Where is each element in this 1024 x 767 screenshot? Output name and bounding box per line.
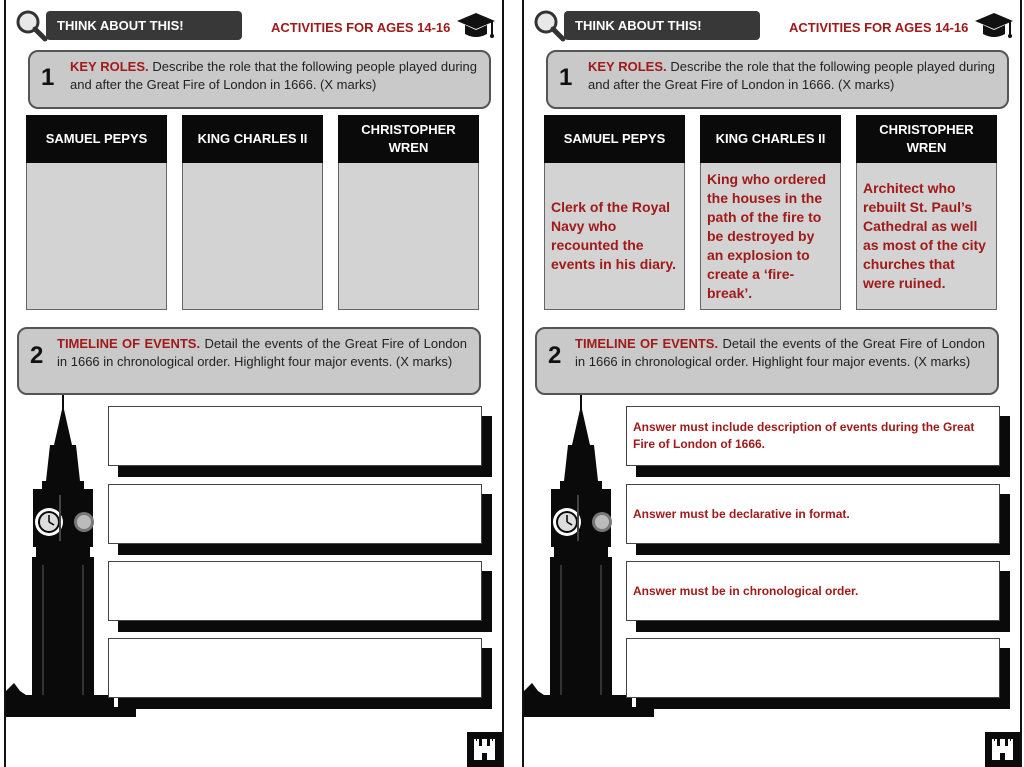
question-1-text [70, 58, 477, 94]
role-header: CHRISTOPHER WREN [338, 115, 479, 163]
question-1-number: 1 [559, 64, 573, 91]
question-1-text [588, 58, 995, 94]
graduation-cap-icon [974, 9, 1014, 43]
timeline-answer-box[interactable] [108, 638, 482, 698]
role-column-wren [856, 115, 997, 310]
question-1-instructions: Describe the role that the following people played during and after the Great Fire of London in 1666. (X marks) [70, 59, 477, 92]
magnifier-icon [14, 8, 48, 42]
timeline-slot [626, 638, 1010, 710]
timeline-answer-box[interactable] [108, 561, 482, 621]
ages-label: ACTIVITIES FOR AGES 14-16 [789, 20, 969, 35]
timeline-answer-text: Answer must be declarative in format. [626, 484, 1000, 544]
role-column-pepys [544, 115, 685, 310]
question-2-number: 2 [548, 342, 562, 369]
role-header: KING CHARLES II [182, 115, 323, 163]
role-column-pepys [26, 115, 167, 310]
ages-label: ACTIVITIES FOR AGES 14-16 [271, 20, 451, 35]
think-about-this-label: THINK ABOUT THIS! [564, 11, 760, 40]
question-1-title: KEY ROLES. [70, 59, 149, 74]
timeline-answer-text: Answer must be in chronological order. [626, 561, 1000, 621]
timeline-slot [626, 406, 1010, 478]
role-answer-text: Clerk of the Royal Navy who recounted the events in his diary. [544, 163, 685, 310]
castle-badge [467, 732, 502, 767]
timeline-answer-text [626, 638, 1000, 698]
graduation-cap-icon [456, 9, 496, 43]
castle-badge [985, 732, 1020, 767]
timeline-slot [108, 484, 492, 556]
worksheet-page-answers [522, 0, 1022, 767]
question-2-number: 2 [30, 342, 44, 369]
question-1-title: KEY ROLES. [588, 59, 667, 74]
timeline-answer-text: Answer must include description of events during the Great Fire of London of 1666. [626, 406, 1000, 466]
timeline-answer-box[interactable] [108, 406, 482, 466]
question-2-instructions: Detail the events of the Great Fire of London in 1666 in chronological order. Highlight four major events. (X marks) [57, 336, 467, 369]
role-header: SAMUEL PEPYS [544, 115, 685, 163]
role-header: CHRISTOPHER WREN [856, 115, 997, 163]
timeline-slot [108, 561, 492, 633]
question-1-instructions: Describe the role that the following people played during and after the Great Fire of London in 1666. (X marks) [588, 59, 995, 92]
question-2-text [57, 335, 467, 371]
castle-icon [467, 732, 502, 767]
timeline-slot [626, 561, 1010, 633]
role-header: KING CHARLES II [700, 115, 841, 163]
question-1-number: 1 [41, 64, 55, 91]
question-1-box [28, 50, 491, 109]
role-answer-area[interactable] [338, 163, 479, 310]
timeline-slot [108, 638, 492, 710]
think-about-this-label: THINK ABOUT THIS! [46, 11, 242, 40]
question-2-box [17, 327, 481, 395]
question-2-instructions: Detail the events of the Great Fire of London in 1666 in chronological order. Highlight four major events. (X marks) [575, 336, 985, 369]
castle-icon [985, 732, 1020, 767]
role-answer-area[interactable] [182, 163, 323, 310]
timeline-slot [108, 406, 492, 478]
timeline-slot [626, 484, 1010, 556]
question-2-title: TIMELINE OF EVENTS. [575, 336, 719, 351]
role-column-wren [338, 115, 479, 310]
role-answer-area[interactable] [26, 163, 167, 310]
role-answer-text: Architect who rebuilt St. Paul’s Cathedral as well as most of the city churches that were ruined. [856, 163, 997, 310]
role-header: SAMUEL PEPYS [26, 115, 167, 163]
question-2-box [535, 327, 999, 395]
timeline-answer-box[interactable] [108, 484, 482, 544]
role-column-charles [700, 115, 841, 310]
question-2-text [575, 335, 985, 371]
role-answer-text: King who ordered the houses in the path of the fire to be destroyed by an explosion to create a ‘fire-break’. [700, 163, 841, 310]
worksheet-page-blank [4, 0, 504, 767]
question-1-box [546, 50, 1009, 109]
role-column-charles [182, 115, 323, 310]
magnifier-icon [532, 8, 566, 42]
question-2-title: TIMELINE OF EVENTS. [57, 336, 201, 351]
